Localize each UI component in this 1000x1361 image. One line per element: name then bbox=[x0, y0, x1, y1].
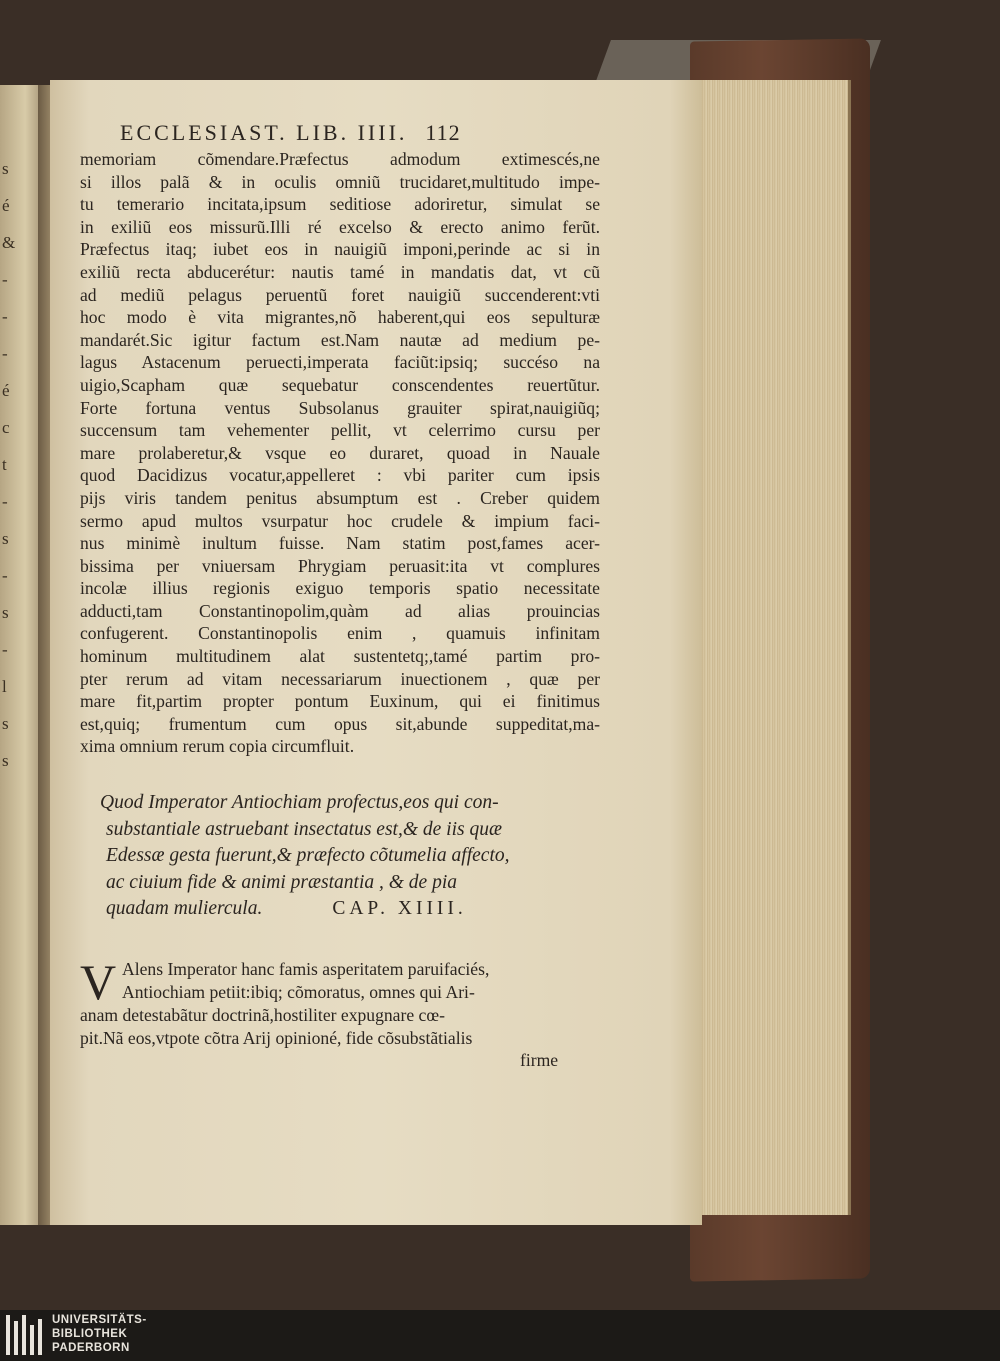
body-line: est,quiq; frumentum cum opus sit,abunde suppeditat,ma- bbox=[80, 713, 600, 734]
chapter-text bbox=[80, 954, 600, 1050]
body-line: ad mediũ pelagus peruentũ foret nauigiũ succenderent:vti bbox=[80, 284, 600, 305]
body-line: mare prolaberetur,& vsque eo duraret, quoad in Nauale bbox=[80, 442, 600, 463]
body-line: hominum multitudinem alat sustentetq;,tamé partim pro- bbox=[80, 646, 600, 667]
page-edges bbox=[698, 80, 851, 1215]
chapter-line: Antiochiam petiit:ibiq; cõmoratus, omnes qui Ari- bbox=[122, 982, 475, 1002]
body-line: mare fit,partim propter pontum Euxinum, qui ei finitimus bbox=[80, 691, 600, 712]
body-line: exiliũ recta abducerétur: nautis tamé in mandatis dat, vt cũ bbox=[80, 261, 600, 282]
chapter-line: pit.Nã eos,vtpote cõtra Arij opinioné, fide cõsubstãtialis bbox=[80, 1028, 473, 1048]
body-line: in exiliũ eos missurũ.Illi ré excelso & erecto animo ferũt. bbox=[80, 216, 600, 237]
left-page-mark: s bbox=[2, 159, 9, 178]
library-logo-icon bbox=[4, 1313, 44, 1357]
body-line: xima omnium rerum copia circumfluit. bbox=[80, 736, 355, 757]
left-page-mark: - bbox=[2, 492, 8, 511]
chapter-heading bbox=[100, 790, 560, 923]
chapter-heading-line: ac ciuium fide & animi præstantia , & de pia bbox=[106, 871, 457, 893]
body-line: bissima per vniuersam Phrygiam peruasit:ita vt complures bbox=[80, 555, 600, 576]
chapter-heading-line: substantiale astruebant insectatus est,& de iis quæ bbox=[106, 818, 502, 840]
left-page-mark: - bbox=[2, 566, 8, 585]
body-line: pijs viris tandem penitus absumptum est . Creber quidem bbox=[80, 487, 600, 508]
left-page-mark: l bbox=[2, 677, 7, 696]
body-line: sermo apud multos vsurpatur hoc crudele & impium faci- bbox=[80, 510, 600, 531]
body-line: quod Dacidizus vocatur,appelleret : vbi pariter cum ipsis bbox=[80, 465, 600, 486]
footer-bar bbox=[0, 1310, 1000, 1361]
chapter-heading-line: quadam muliercula. CAP. XIIII. bbox=[106, 898, 467, 920]
chapter-line: anam detestabãtur doctrinã,hostiliter expugnare cœ- bbox=[80, 1005, 445, 1025]
body-line: si illos palã & in oculis omniũ trucidaret,multitudo impe- bbox=[80, 171, 600, 192]
page-number: 112 bbox=[425, 120, 461, 145]
chapter-label: CAP. XIIII. bbox=[332, 898, 467, 920]
logo-line-1: UNIVERSITÄTS- bbox=[52, 1314, 147, 1326]
body-text bbox=[80, 148, 600, 758]
body-line: mandarét.Sic igitur factum est.Nam nautæ ad medium pe- bbox=[80, 329, 600, 350]
chapter-heading-line: Quod Imperator Antiochiam profectus,eos qui con- bbox=[100, 792, 499, 813]
body-line: confugerent. Constantinopolis enim , quamuis infinitam bbox=[80, 623, 600, 644]
left-page-mark: é bbox=[2, 196, 10, 215]
chapter-heading-line: Edessæ gesta fuerunt,& præfecto cõtumelia affecto, bbox=[106, 845, 510, 867]
library-logo-text bbox=[52, 1313, 147, 1355]
body-line: incolæ illius regionis exiguo temporis spatio necessitate bbox=[80, 578, 600, 599]
running-head-title: ECCLESIAST. LIB. IIII. bbox=[120, 120, 408, 145]
body-line: Præfectus itaq; iubet eos in nauigiũ imponi,perinde ac si in bbox=[80, 239, 600, 260]
body-line: hoc modo è vita migrantes,nõ haberent,qui eos sepulturæ bbox=[80, 307, 600, 328]
left-page-mark: - bbox=[2, 270, 8, 289]
body-line: adducti,tam Constantinopolim,quàm ad alias prouincias bbox=[80, 600, 600, 621]
logo-line-2: BIBLIOTHEK bbox=[52, 1328, 128, 1340]
left-page-mark: - bbox=[2, 640, 8, 659]
body-line: nus minimè inultum fuisse. Nam statim post,fames acer- bbox=[80, 533, 600, 554]
left-page-mark: s bbox=[2, 529, 9, 548]
left-page-mark: s bbox=[2, 714, 9, 733]
left-page-mark: - bbox=[2, 344, 8, 363]
body-line: lagus Astacenum peruecti,imperata faciũt:ipsiq; succéso na bbox=[80, 352, 600, 373]
left-page-mark: t bbox=[2, 455, 7, 474]
left-page-mark: & bbox=[2, 233, 16, 252]
body-line: succensum tam vehementer pellit, vt celerrimo cursu per bbox=[80, 420, 600, 441]
left-page-marks bbox=[2, 150, 32, 779]
left-page-mark: s bbox=[2, 603, 9, 622]
left-page-mark: é bbox=[2, 381, 10, 400]
body-line: uigio,Scapham quæ sequebatur conscendentes reuertũtur. bbox=[80, 374, 600, 395]
running-head bbox=[120, 120, 640, 146]
body-line: tu temerario incitata,ipsum seditiose adoriretur, simulat se bbox=[80, 194, 600, 215]
drop-cap: V bbox=[80, 954, 117, 1010]
left-page-mark: c bbox=[2, 418, 10, 437]
body-line: Forte fortuna ventus Subsolanus grauiter spirat,nauigiũq; bbox=[80, 397, 600, 418]
left-page-mark: - bbox=[2, 307, 8, 326]
logo-line-3: PADERBORN bbox=[52, 1342, 130, 1354]
chapter-line: Alens Imperator hanc famis asperitatem paruifaciés, bbox=[122, 959, 490, 979]
left-page-mark: s bbox=[2, 751, 9, 770]
body-line: memoriam cõmendare.Præfectus admodum extimescés,ne bbox=[80, 149, 600, 169]
body-line: pter rerum ad vitam necessariarum inuectionem , quæ per bbox=[80, 668, 600, 689]
catchword: firme bbox=[520, 1050, 559, 1070]
